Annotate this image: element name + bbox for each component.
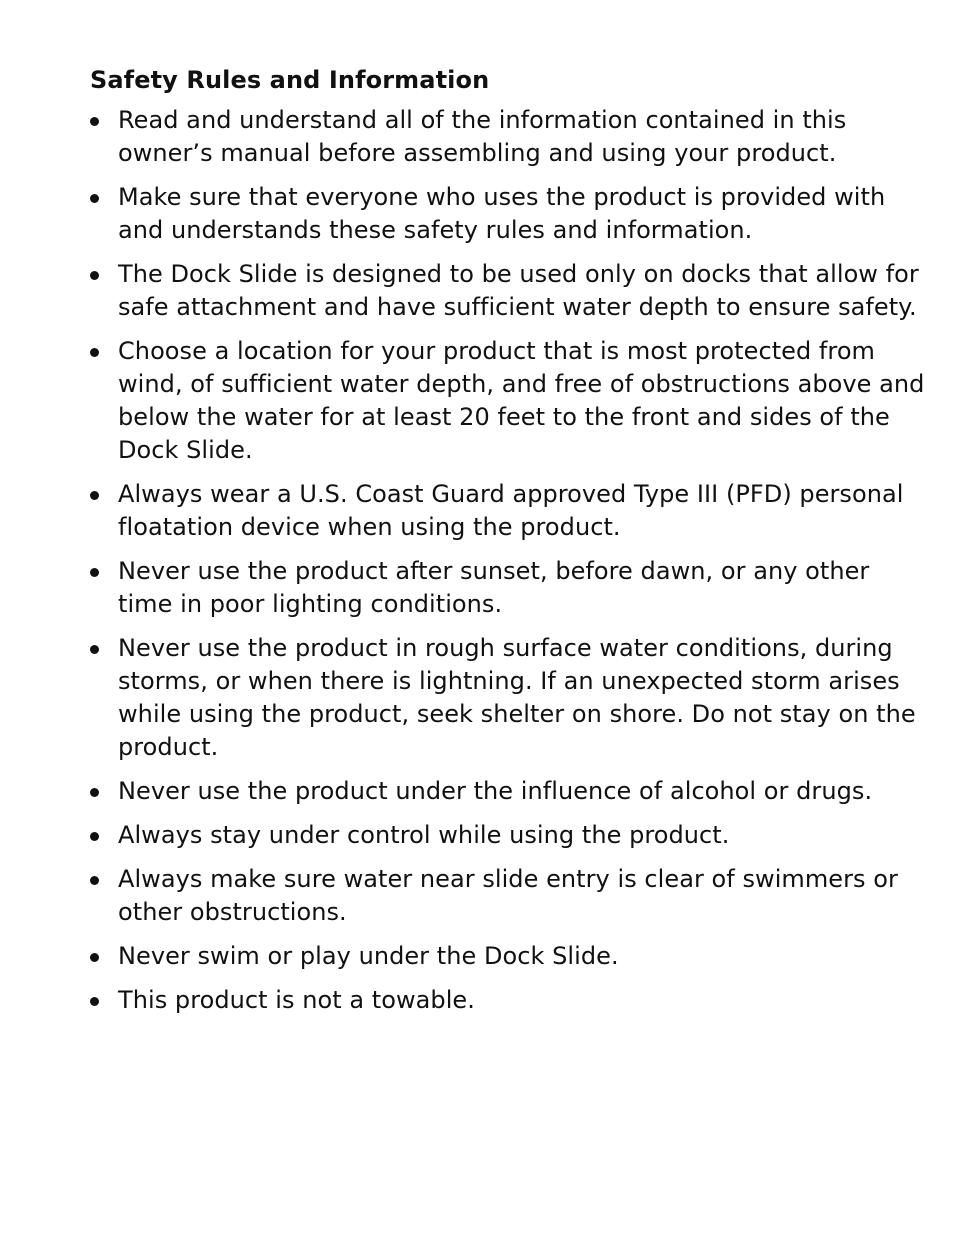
bullet-icon	[90, 117, 99, 126]
list-item	[90, 940, 930, 973]
list-item	[90, 555, 930, 621]
list-item-text: Never swim or play under the Dock Slide.	[118, 942, 619, 970]
bullet-icon	[90, 832, 99, 841]
list-item	[90, 258, 930, 324]
list-item-text: Make sure that everyone who uses the product is provided with and understands these safety rules and information.	[118, 183, 886, 244]
list-item	[90, 104, 930, 170]
list-item	[90, 819, 930, 852]
list-item-text: Never use the product after sunset, before dawn, or any other time in poor lighting conditions.	[118, 557, 870, 618]
list-item-text: This product is not a towable.	[118, 986, 475, 1014]
bullet-icon	[90, 953, 99, 962]
bullet-icon	[90, 271, 99, 280]
list-item-text: Choose a location for your product that is most protected from wind, of sufficient water depth, and free of obstructions above and below the water for at least 20 feet to the front and sides of the Dock Slide.	[118, 337, 925, 464]
bullet-icon	[90, 876, 99, 885]
bullet-icon	[90, 194, 99, 203]
list-item	[90, 478, 930, 544]
bullet-icon	[90, 568, 99, 577]
list-item-text: Never use the product in rough surface water conditions, during storms, or when there is lightning. If an unexpected storm arises while using the product, seek shelter on shore. Do not stay on the product.	[118, 634, 916, 761]
list-item-text: Read and understand all of the information contained in this owner’s manual before assembling and using your product.	[118, 106, 847, 167]
safety-rules-list	[90, 104, 930, 1017]
bullet-icon	[90, 997, 99, 1006]
list-item-text: Always wear a U.S. Coast Guard approved Type III (PFD) personal floatation device when using the product.	[118, 480, 904, 541]
list-item	[90, 775, 930, 808]
list-item-text: The Dock Slide is designed to be used only on docks that allow for safe attachment and have sufficient water depth to ensure safety.	[118, 260, 919, 321]
safety-section	[90, 62, 930, 1028]
list-item-text: Always stay under control while using the product.	[118, 821, 730, 849]
list-item-text: Never use the product under the influence of alcohol or drugs.	[118, 777, 873, 805]
list-item-text: Always make sure water near slide entry is clear of swimmers or other obstructions.	[118, 865, 898, 926]
bullet-icon	[90, 645, 99, 654]
bullet-icon	[90, 491, 99, 500]
section-heading: Safety Rules and Information	[90, 66, 490, 94]
list-item	[90, 863, 930, 929]
list-item	[90, 181, 930, 247]
bullet-icon	[90, 348, 99, 357]
list-item	[90, 984, 930, 1017]
list-item	[90, 632, 930, 764]
bullet-icon	[90, 788, 99, 797]
list-item	[90, 335, 930, 467]
